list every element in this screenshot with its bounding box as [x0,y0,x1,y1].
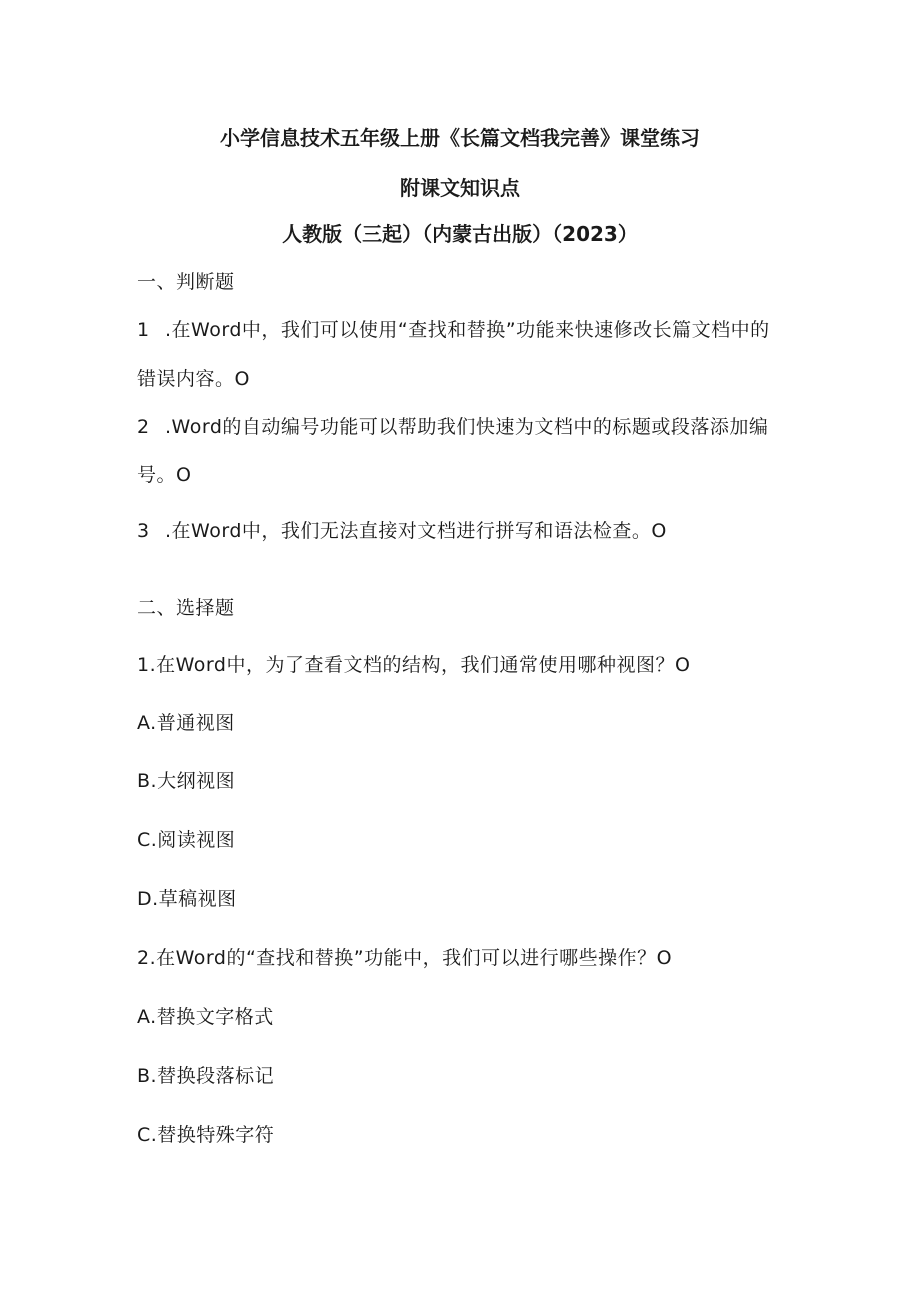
section-heading-multiple-choice: 二、选择题 [137,597,235,619]
document-subtitle: 附课文知识点 [400,176,520,200]
question-number: 3 [137,520,150,542]
question-text: .在Word中，我们无法直接对文档进行拼写和语法检查。O [165,520,667,542]
choice-option: D.草稿视图 [137,888,237,910]
choice-option: A.替换文字格式 [137,1006,274,1028]
question-text: .在Word中，我们可以使用“查找和替换”功能来快速修改长篇文档中的 [165,319,770,341]
question-number: 2 [137,416,150,438]
section-heading-true-false: 一、判断题 [137,271,235,293]
question-text-continued: 号。O [137,464,192,486]
document-edition: 人教版（三起）（内蒙古出版）（2023） [282,222,638,246]
document-title: 小学信息技术五年级上册《长篇文档我完善》课堂练习 [220,126,700,150]
question-item [137,315,770,342]
question-number: 1 [137,319,150,341]
question-item [137,516,667,543]
choice-option: C.阅读视图 [137,829,236,851]
question-text-continued: 错误内容。O [137,368,250,390]
choice-option: B.替换段落标记 [137,1065,275,1087]
choice-question: 2.在Word的“查找和替换”功能中，我们可以进行哪些操作？O [137,947,673,969]
choice-option: A.普通视图 [137,712,235,734]
question-text: .Word的自动编号功能可以帮助我们快速为文档中的标题或段落添加编 [165,416,769,438]
choice-option: B.大纲视图 [137,770,236,792]
question-item [137,412,768,439]
choice-question: 1.在Word中，为了查看文档的结构，我们通常使用哪种视图？O [137,654,691,676]
choice-option: C.替换特殊字符 [137,1124,275,1146]
